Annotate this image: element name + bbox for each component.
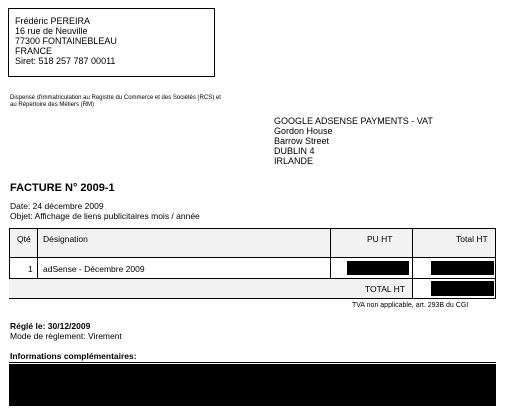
row-qty: 1 [28,264,33,274]
col-divider-designation [330,228,331,279]
sender-siret: Siret: 518 257 787 00011 [15,56,116,66]
header-total: Total HT [456,234,488,244]
col-divider-unit-price [412,228,413,299]
sender-address-box [8,8,215,77]
tva-note: TVA non applicable, art. 293B du CGI [352,302,469,309]
total-row-fill [9,279,412,298]
table-left-border [9,228,10,279]
exemption-note: Dispensé d'immatriculation au Registre du Commerce et des Sociétés (RCS) et au Répertoire des Métiers (RM) [10,95,221,108]
invoice-date: Date: 24 décembre 2009 [10,201,104,211]
sender-street: 16 rue de Neuville [15,26,88,36]
payment-mode: Mode de règlement: Virement [10,331,122,341]
recipient-line2: Barrow Street [274,136,330,146]
additional-info-rule [9,362,496,363]
sender-name: Frédéric PEREIRA [15,16,91,26]
invoice-table [9,228,496,299]
additional-info-title: Informations complémentaires: [10,351,137,361]
header-qty: Qté [17,234,31,244]
paid-date: Réglé le: 30/12/2009 [10,321,91,331]
header-unit-price: PU HT [367,234,393,244]
invoice-title: FACTURE N° 2009-1 [10,182,115,194]
recipient-address [274,116,433,166]
col-divider-qty [37,228,38,279]
header-designation: Désignation [43,234,88,244]
total-label: TOTAL HT [365,284,405,294]
table-bottom-border [9,298,496,299]
redacted-grand-total [431,281,494,296]
redacted-unit-price [347,261,409,275]
recipient-name: GOOGLE ADSENSE PAYMENTS - VAT [274,116,433,126]
sender-city: 77300 FONTAINEBLEAU [15,36,117,46]
invoice-object: Objet: Affichage de liens publicitaires mois / année [10,211,200,221]
table-right-border [495,228,496,299]
recipient-line1: Gordon House [274,126,333,136]
recipient-country: IRLANDE [274,156,314,166]
redacted-row-total [431,261,494,275]
sender-country: FRANCE [15,46,53,56]
redacted-additional-info [9,364,496,406]
row-designation: adSense - Décembre 2009 [43,264,145,274]
recipient-line3: DUBLIN 4 [274,146,315,156]
